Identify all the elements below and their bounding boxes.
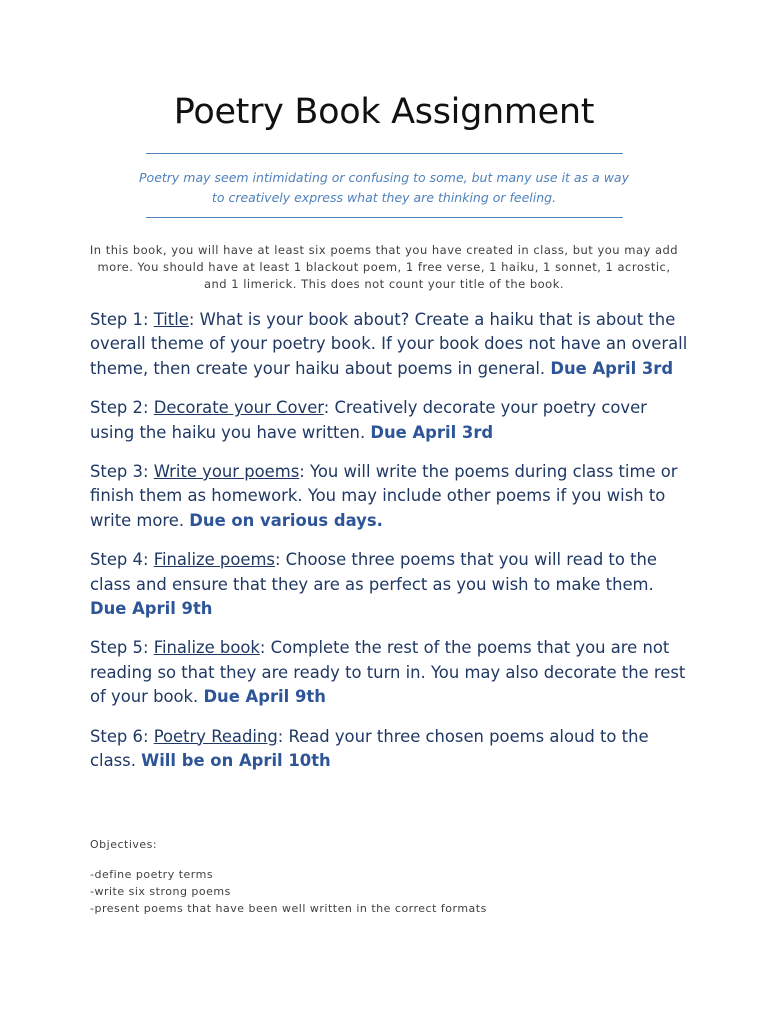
- objective-item: -define poetry terms: [90, 868, 214, 881]
- step-label: Finalize poems: [153, 550, 275, 570]
- step-due: Due on various days.: [189, 510, 383, 530]
- step-due: Due April 9th: [203, 687, 326, 707]
- intro-paragraph: In this book, you will have at least six poems that you have created in class, but you may add more. You should have at least 1 blackout poem, 1 free verse, 1 haiku, 1 sonnet, 1 acrostic, and 1 limerick. This does not count your title of the book.: [89, 243, 679, 291]
- step-due: Due April 9th: [90, 599, 213, 619]
- page-title: Poetry Book Assignment: [173, 92, 595, 132]
- step-label: Title: [153, 310, 189, 329]
- objectives-section: [90, 836, 487, 917]
- step-prefix: Step 6:: [90, 726, 154, 746]
- steps-list: [90, 308, 690, 789]
- step-prefix: Step 5:: [90, 638, 154, 658]
- step-label: Write your poems: [153, 462, 300, 482]
- step-5: [90, 636, 690, 709]
- step-6: [90, 725, 690, 774]
- quote-line-2: to creatively express what they are thinking or feeling.: [211, 190, 557, 205]
- step-text: : Complete the rest of the poems that you are not reading so that they are ready to turn in. You may also decorate the rest of your book.: [90, 638, 686, 707]
- step-label: Poetry Reading: [153, 726, 278, 746]
- objectives-list: [90, 866, 487, 917]
- step-prefix: Step 3:: [90, 462, 154, 482]
- step-3: [90, 460, 690, 533]
- step-text: : You will write the poems during class time or finish them as homework. You may include other poems if you wish to write more.: [90, 462, 678, 530]
- step-text: : Choose three poems that you will read to the class and ensure that they are as perfect as you wish to make them.: [90, 550, 657, 594]
- step-due: Due April 3rd: [370, 422, 494, 442]
- top-divider: [146, 153, 623, 154]
- bottom-divider: [146, 217, 623, 218]
- step-4: [90, 548, 690, 621]
- quote-line-1: Poetry may seem intimidating or confusing to some, but many use it as a way: [139, 170, 629, 185]
- objective-item: -present poems that have been well written in the correct formats: [90, 902, 487, 915]
- step-text: : What is your book about? Create a haiku that is about the overall theme of your poetry book. If your book does not have an overall theme, then create your haiku about poems in general.: [90, 310, 688, 378]
- step-2: [90, 396, 690, 445]
- objective-item: -write six strong poems: [90, 885, 231, 898]
- step-due: Will be on April 10th: [141, 751, 331, 771]
- step-text: : Creatively decorate your poetry cover using the haiku you have written.: [90, 398, 647, 442]
- objectives-heading: Objectives:: [90, 838, 158, 851]
- step-label: Finalize book: [153, 638, 260, 658]
- step-prefix: Step 4:: [90, 550, 154, 570]
- step-prefix: Step 2:: [90, 398, 154, 418]
- step-label: Decorate your Cover: [153, 398, 324, 418]
- step-prefix: Step 1:: [90, 310, 154, 329]
- step-due: Due April 3rd: [550, 358, 674, 378]
- intro-quote: [120, 168, 648, 208]
- step-1: [90, 308, 690, 381]
- step-text: : Read your three chosen poems aloud to the class.: [90, 726, 649, 771]
